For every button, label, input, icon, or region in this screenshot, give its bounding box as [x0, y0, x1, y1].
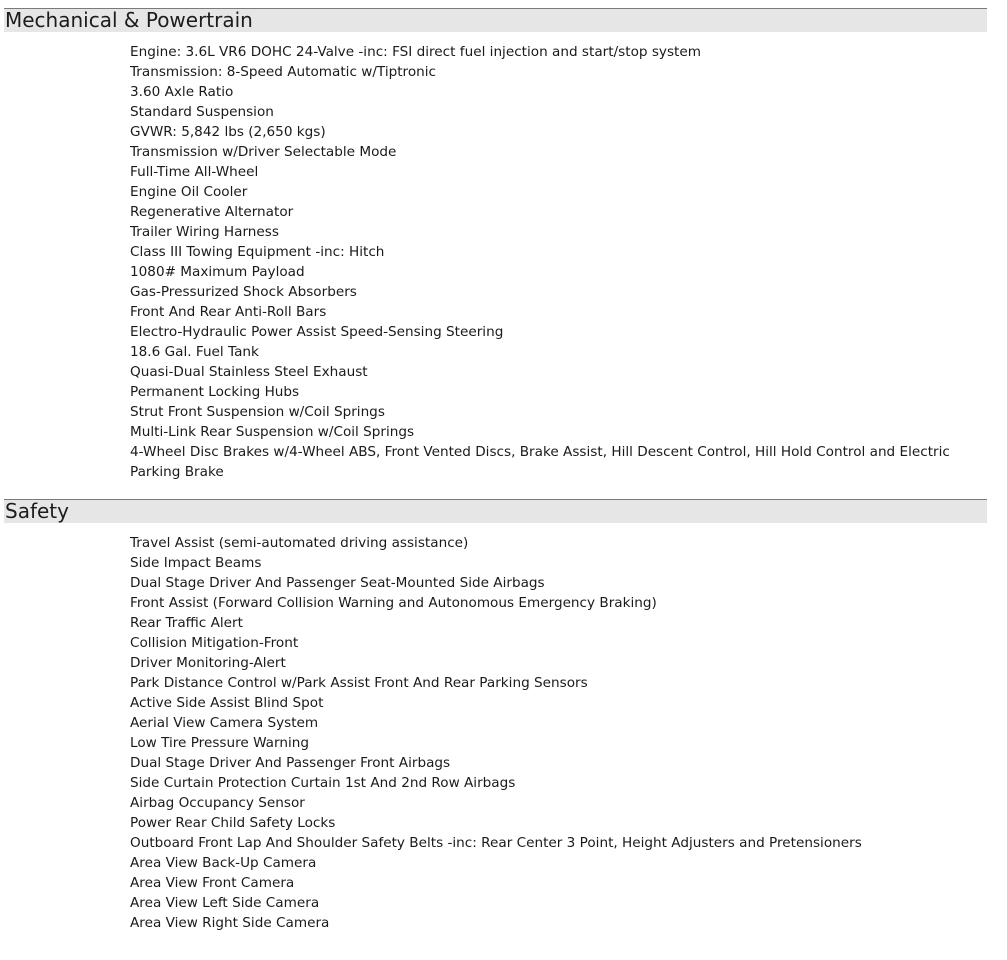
section-heading: Safety: [4, 499, 987, 523]
feature-item: Regenerative Alternator: [130, 204, 294, 220]
feature-item: Engine: 3.6L VR6 DOHC 24-Valve -inc: FSI direct fuel injection and start/stop system: [130, 44, 701, 60]
feature-item: 1080# Maximum Payload: [130, 264, 305, 280]
feature-item: Electro-Hydraulic Power Assist Speed-Sensing Steering: [130, 324, 504, 340]
feature-item: Side Impact Beams: [130, 555, 262, 571]
feature-item: Active Side Assist Blind Spot: [130, 695, 324, 711]
feature-item: Permanent Locking Hubs: [130, 384, 300, 400]
feature-item: 18.6 Gal. Fuel Tank: [130, 344, 259, 360]
feature-item: Trailer Wiring Harness: [130, 224, 279, 240]
feature-item: Aerial View Camera System: [130, 715, 319, 731]
feature-item: Area View Right Side Camera: [130, 915, 330, 931]
section-safety: [0, 499, 1007, 933]
feature-item: Rear Traffic Alert: [130, 615, 243, 631]
feature-item: Standard Suspension: [130, 104, 274, 120]
feature-item: Quasi-Dual Stainless Steel Exhaust: [130, 364, 368, 380]
feature-item: Area View Front Camera: [130, 875, 295, 891]
feature-item: Side Curtain Protection Curtain 1st And 2nd Row Airbags: [130, 775, 516, 791]
feature-item: Low Tire Pressure Warning: [130, 735, 309, 751]
feature-item: Park Distance Control w/Park Assist Front And Rear Parking Sensors: [130, 675, 588, 691]
feature-item: 4-Wheel Disc Brakes w/4-Wheel ABS, Front Vented Discs, Brake Assist, Hill Descent Control, Hill Hold Control and Electric Parking Brake: [130, 444, 950, 480]
feature-item: Strut Front Suspension w/Coil Springs: [130, 404, 385, 420]
feature-item: Area View Left Side Camera: [130, 895, 320, 911]
feature-item: Front And Rear Anti-Roll Bars: [130, 304, 327, 320]
feature-item: Collision Mitigation-Front: [130, 635, 299, 651]
equipment-page: [0, 8, 1007, 933]
feature-item: Full-Time All-Wheel: [130, 164, 259, 180]
feature-item: Gas-Pressurized Shock Absorbers: [130, 284, 357, 300]
section-heading: Mechanical & Powertrain: [4, 8, 987, 32]
feature-item: Dual Stage Driver And Passenger Seat-Mounted Side Airbags: [130, 575, 545, 591]
feature-item: 3.60 Axle Ratio: [130, 84, 234, 100]
feature-item: Front Assist (Forward Collision Warning and Autonomous Emergency Braking): [130, 595, 657, 611]
feature-list: [0, 32, 1007, 482]
feature-item: Travel Assist (semi-automated driving assistance): [130, 535, 469, 551]
feature-item: Transmission: 8-Speed Automatic w/Tiptronic: [130, 64, 437, 80]
feature-item: Class III Towing Equipment -inc: Hitch: [130, 244, 385, 260]
feature-item: Area View Back-Up Camera: [130, 855, 317, 871]
feature-item: Outboard Front Lap And Shoulder Safety Belts -inc: Rear Center 3 Point, Height Adjusters and Pretensioners: [130, 835, 862, 851]
feature-item: Engine Oil Cooler: [130, 184, 248, 200]
feature-list: [0, 523, 1007, 933]
feature-item: Multi-Link Rear Suspension w/Coil Springs: [130, 424, 415, 440]
feature-item: Power Rear Child Safety Locks: [130, 815, 336, 831]
feature-item: Transmission w/Driver Selectable Mode: [130, 144, 397, 160]
section-mechanical-powertrain: [0, 8, 1007, 482]
feature-item: GVWR: 5,842 lbs (2,650 kgs): [130, 124, 326, 140]
feature-item: Dual Stage Driver And Passenger Front Airbags: [130, 755, 451, 771]
feature-item: Airbag Occupancy Sensor: [130, 795, 305, 811]
feature-item: Driver Monitoring-Alert: [130, 655, 286, 671]
